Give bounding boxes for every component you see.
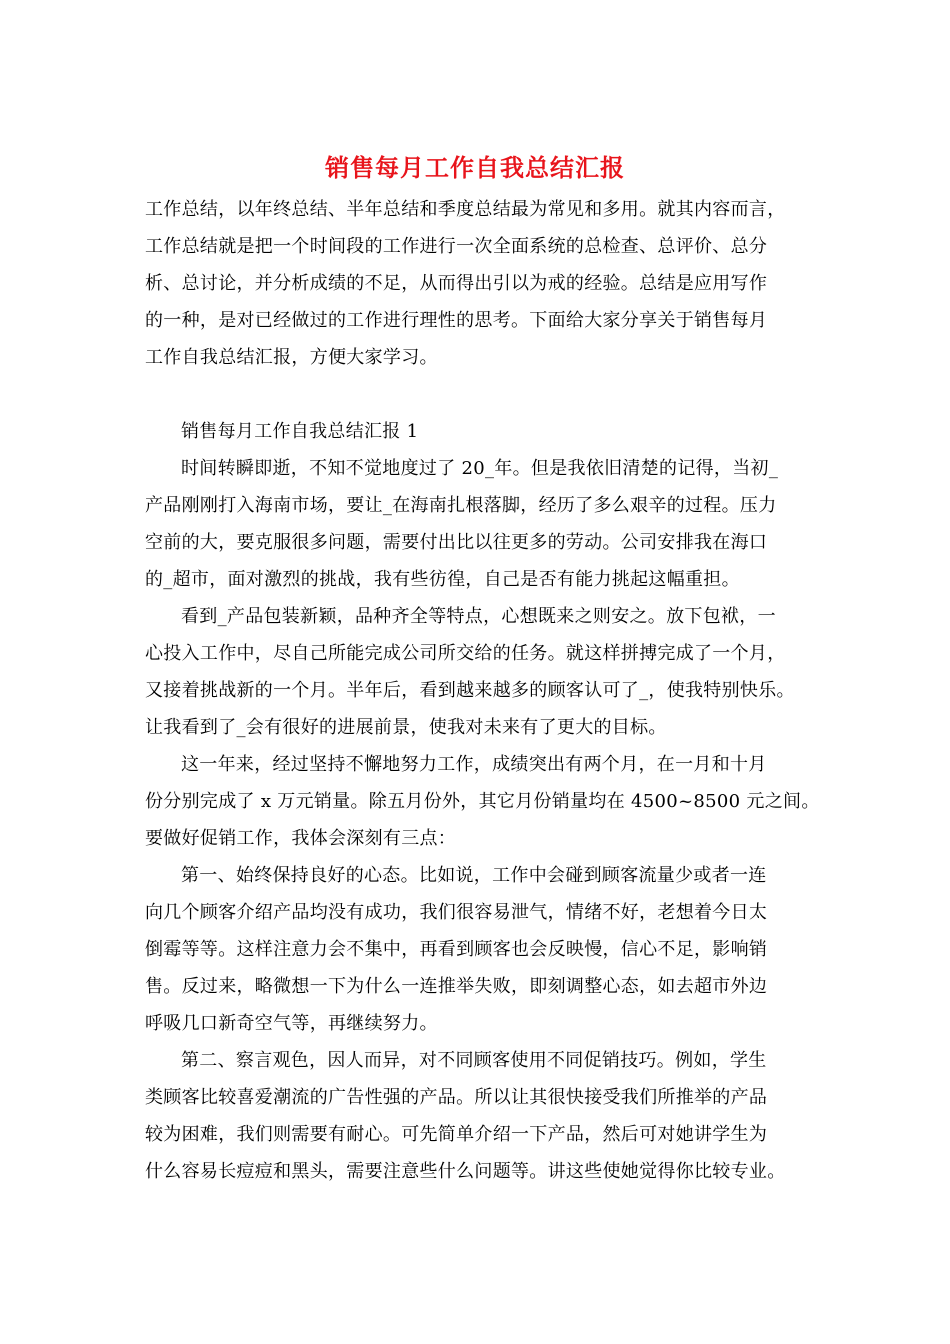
paragraph-line: 这一年来，经过坚持不懈地努力工作，成绩突出有两个月，在一月和十月 bbox=[181, 754, 767, 775]
paragraph-line: 什么容易长痘痘和黑头，需要注意些什么问题等。讲这些使她觉得你比较专业。 bbox=[145, 1161, 786, 1182]
document-title: 销售每月工作自我总结汇报 bbox=[325, 153, 625, 182]
paragraph-line: 较为困难，我们则需要有耐心。可先简单介绍一下产品，然后可对她讲学生为 bbox=[145, 1124, 768, 1145]
paragraph-line: 工作总结就是把一个时间段的工作进行一次全面系统的总检查、总评价、总分 bbox=[145, 236, 768, 257]
paragraph-line: 时间转瞬即逝，不知不觉地度过了 20_年。但是我依旧清楚的记得，当初_ bbox=[181, 458, 779, 479]
paragraph-line: 让我看到了_会有很好的进展前景，使我对未来有了更大的目标。 bbox=[145, 717, 667, 738]
paragraph-line: 工作总结，以年终总结、半年总结和季度总结最为常见和多用。就其内容而言， bbox=[145, 199, 786, 220]
paragraph-line: 要做好促销工作，我体会深刻有三点： bbox=[145, 828, 457, 849]
paragraph-line: 空前的大，要克服很多问题，需要付出比以往更多的劳动。公司安排我在海口 bbox=[145, 532, 768, 553]
paragraph-line: 心投入工作中，尽自己所能完成公司所交给的任务。就这样拼搏完成了一个月， bbox=[145, 643, 786, 664]
paragraph-line: 售。反过来，略微想一下为什么一连推举失败，即刻调整心态，如去超市外边 bbox=[145, 976, 768, 997]
paragraph-line: 倒霉等等。这样注意力会不集中，再看到顾客也会反映慢，信心不足，影响销 bbox=[145, 939, 768, 960]
paragraph-line: 向几个顾客介绍产品均没有成功，我们很容易泄气，情绪不好，老想着今日太 bbox=[145, 902, 768, 923]
paragraph-line: 又接着挑战新的一个月。半年后，看到越来越多的顾客认可了_，使我特别快乐。 bbox=[145, 680, 795, 701]
section-heading: 销售每月工作自我总结汇报 1 bbox=[181, 421, 419, 442]
paragraph-line: 第二、察言观色，因人而异，对不同顾客使用不同促销技巧。例如，学生 bbox=[181, 1050, 767, 1071]
paragraph-line: 份分别完成了 x 万元销量。除五月份外，其它月份销量均在 4500~8500 元之间。 bbox=[145, 791, 820, 812]
paragraph-line: 类顾客比较喜爱潮流的广告性强的产品。所以让其很快接受我们所推举的产品 bbox=[145, 1087, 768, 1108]
paragraph-line: 的_超市，面对激烈的挑战，我有些彷徨，自己是否有能力挑起这幅重担。 bbox=[145, 569, 740, 590]
paragraph-line: 呼吸几口新奇空气等，再继续努力。 bbox=[145, 1013, 438, 1034]
paragraph-line: 产品刚刚打入海南市场，要让_在海南扎根落脚，经历了多么艰辛的过程。压力 bbox=[145, 495, 777, 516]
paragraph-line: 看到_产品包装新颖，品种齐全等特点，心想既来之则安之。放下包袱，一 bbox=[181, 606, 776, 627]
paragraph-line: 第一、始终保持良好的心态。比如说，工作中会碰到顾客流量少或者一连 bbox=[181, 865, 767, 886]
paragraph-line: 析、总讨论，并分析成绩的不足，从而得出引以为戒的经验。总结是应用写作 bbox=[145, 273, 768, 294]
paragraph-line: 的一种，是对已经做过的工作进行理性的思考。下面给大家分享关于销售每月 bbox=[145, 310, 768, 331]
paragraph-line: 工作自我总结汇报，方便大家学习。 bbox=[145, 347, 438, 368]
